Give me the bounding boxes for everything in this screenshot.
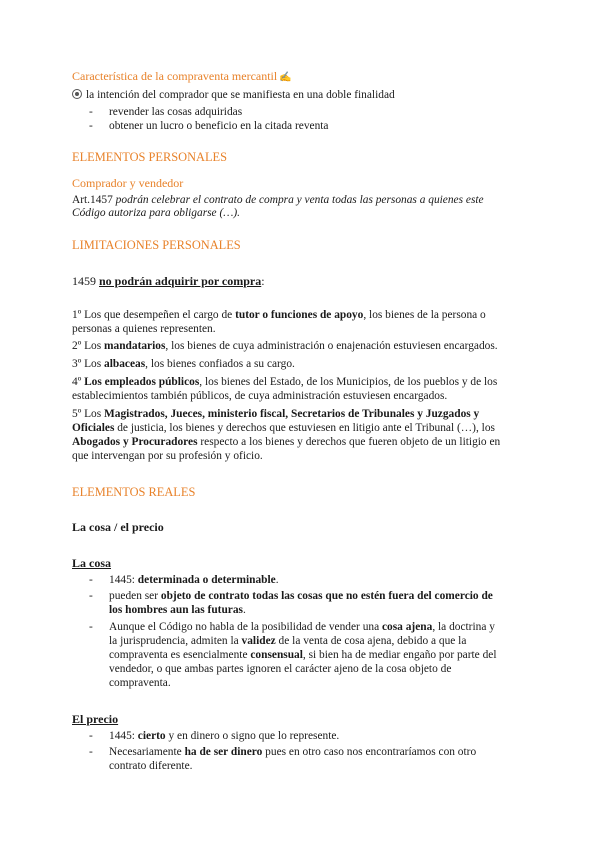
paragraph-5-line2: Oficiales de justicia, los bienes y derechos que estuviesen en litigio ante el Tribunal (…), los — [72, 422, 495, 434]
cosa-item-3-line5: compraventa. — [109, 677, 171, 689]
list-item: revender las cosas adquiridas — [109, 106, 243, 118]
paragraph-4-line2: establecimientos también públicos, de cuya administración estuviesen encargados. — [72, 390, 448, 402]
heading-el-precio: El precio — [72, 712, 119, 726]
paragraph-1-line1: 1º Los que desempeñen el cargo de tutor o funciones de apoyo, los bienes de la persona o — [72, 309, 486, 321]
intro-line: la intención del comprador que se manifiesta en una doble finalidad — [72, 88, 395, 102]
paragraph-4-line1: 4º Los empleados públicos, los bienes del Estado, de los Municipios, de los pueblos y de los — [72, 376, 498, 388]
precio-item-2-line2: contrato diferente. — [109, 760, 193, 772]
bullet-circle-icon — [72, 89, 82, 99]
cosa-item-3-line3: compraventa es esencialmente consensual, si bien ha de mediar engaño por parte del — [109, 649, 497, 661]
paragraph-3: 3º Los albaceas, los bienes confiados a su cargo. — [72, 358, 295, 370]
paragraph-1-line2: personas a quienes representen. — [72, 323, 216, 335]
paragraph-5-line4: que intervengan por su profesión y oficio. — [72, 450, 263, 462]
section-limitaciones: LIMITACIONES PERSONALES — [72, 238, 241, 252]
dash-marker: - — [89, 730, 93, 742]
heading-la-cosa: La cosa — [72, 556, 111, 570]
paragraph-5-line3: Abogados y Procuradores respecto a los bienes y derechos que fueren objeto de un litigio en — [72, 436, 501, 448]
section-elementos-personales: ELEMENTOS PERSONALES — [72, 150, 228, 164]
dash-marker: - — [89, 120, 93, 132]
art1457-line1: Art.1457 podrán celebrar el contrato de compra y venta todas las personas a quienes este — [72, 194, 484, 206]
paragraph-5-line1: 5º Los Magistrados, Jueces, ministerio fiscal, Secretarios de Tribunales y Juzgados y — [72, 408, 480, 420]
dash-marker: - — [89, 574, 93, 586]
dash-marker: - — [89, 590, 93, 602]
cosa-item-3-line1: Aunque el Código no habla de la posibilidad de vender una cosa ajena, la doctrina y — [109, 621, 495, 633]
subheading-comprador: Comprador y vendedor — [72, 176, 184, 190]
paragraph-2: 2º Los mandatarios, los bienes de cuya administración o enajenación estuviesen encargados. — [72, 340, 498, 352]
cosa-item-1: 1445: determinada o determinable. — [109, 574, 279, 586]
dash-marker: - — [89, 621, 93, 633]
pencil-icon: ✍ — [279, 72, 292, 83]
section-elementos-reales: ELEMENTOS REALES — [72, 485, 196, 499]
art1457-line2: Código autoriza para obligarse (…). — [72, 207, 241, 219]
cosa-item-3-line2: la jurisprudencia, admiten la validez de la venta de cosa ajena, debido a que la — [109, 635, 467, 647]
list-item: obtener un lucro o beneficio en la citada reventa — [109, 120, 329, 132]
precio-item-1: 1445: cierto y en dinero o signo que lo represente. — [109, 730, 340, 742]
dash-marker: - — [89, 106, 93, 118]
cosa-item-2-line1: pueden ser objeto de contrato todas las cosas que no estén fuera del comercio de — [109, 590, 493, 602]
heading-cosa-precio: La cosa / el precio — [72, 520, 164, 534]
heading-caracteristica: Característica de la compraventa mercantil ✍ — [72, 69, 292, 83]
cosa-item-2-line2: los hombres aun las futuras. — [109, 604, 246, 616]
dash-marker: - — [89, 746, 93, 758]
precio-item-2-line1: Necesariamente ha de ser dinero pues en otro caso nos encontraríamos con otro — [109, 746, 477, 758]
cosa-item-3-line4: vendedor, o que ambas partes ignoren el carácter ajeno de la cosa objeto de — [109, 663, 452, 675]
art1459-line: 1459 no podrán adquirir por compra: — [72, 274, 265, 288]
